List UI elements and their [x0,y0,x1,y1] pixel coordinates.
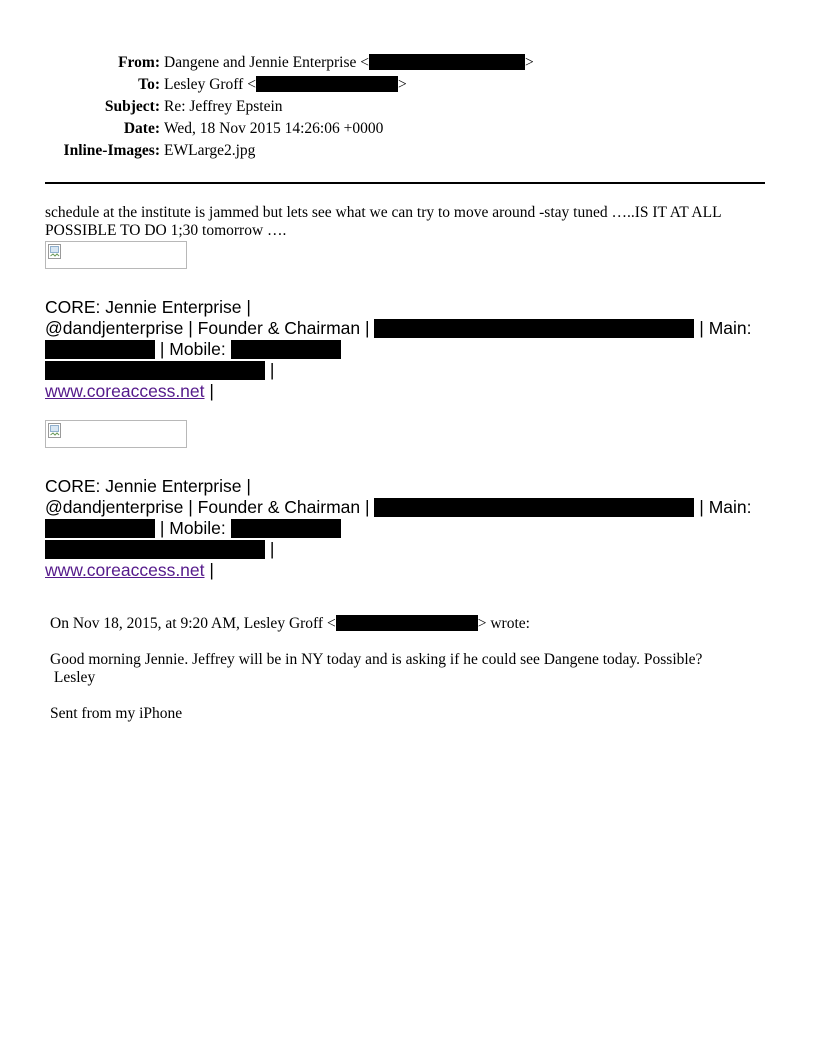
email-header [0,52,816,162]
signature-separator: | [269,539,275,559]
quoted-intro [50,615,770,633]
signature-phone-line [45,518,785,539]
signature-address-line [45,539,785,560]
signature-company: CORE: Jennie Enterprise | [45,297,251,317]
redacted-text [45,540,265,559]
signature-separator: | [209,381,214,401]
website-link[interactable]: www.coreaccess.net [45,381,205,401]
signature-link-line [45,560,785,581]
redacted-email [256,76,398,92]
from-suffix: > [525,54,534,71]
signature-company: CORE: Jennie Enterprise | [45,476,251,496]
from-row [0,52,816,74]
signature-handle-title: @dandjenterprise | Founder & Chairman | [45,497,370,517]
redacted-email [369,54,525,70]
quoted-footer: Sent from my iPhone [50,705,183,722]
signature-address-line [45,360,785,381]
date-row [0,118,816,140]
subject-value: Re: Jeffrey Epstein [164,98,283,115]
subject-label: Subject: [104,98,160,115]
signature-block [45,297,785,402]
broken-image [45,420,187,448]
redacted-text [374,319,694,338]
signature-link-line [45,381,785,402]
redacted-text [45,361,265,380]
signature-block [45,476,785,581]
to-row [0,74,816,96]
from-name: Dangene and Jennie Enterprise < [164,54,369,71]
body-line: POSSIBLE TO DO 1;30 tomorrow …. [45,222,287,239]
to-name: Lesley Groff < [164,76,256,93]
quoted-line: Good morning Jennie. Jeffrey will be in NY today and is asking if he could see Dangene today. Possible? [50,651,703,668]
subject-row [0,96,816,118]
from-value [164,52,534,74]
redacted-text [45,340,155,359]
inline-images-label: Inline-Images: [63,142,160,159]
signature-separator: | [269,360,275,380]
signature-title-line [45,318,785,339]
signature-phone-line [45,339,785,360]
signature-separator: | [209,560,214,580]
date-label: Date: [123,120,160,137]
broken-image [45,241,187,269]
quoted-intro-text: On Nov 18, 2015, at 9:20 AM, Lesley Groff < [50,615,336,632]
from-label: From: [118,54,160,71]
to-suffix: > [397,76,407,93]
signature-main-label: | Main: [699,497,752,517]
header-divider [45,182,765,184]
message-body [45,204,765,240]
redacted-text [231,340,341,359]
broken-image-icon [48,244,62,260]
signature-mobile-label: | Mobile: [159,518,226,538]
to-value [164,74,407,96]
broken-image-icon [48,423,62,439]
redacted-email [336,615,478,631]
inline-images-value: EWLarge2.jpg [164,142,256,159]
redacted-text [231,519,341,538]
redacted-text [45,519,155,538]
signature-mobile-label: | Mobile: [159,339,226,359]
quoted-message [50,651,770,687]
quoted-signoff: Lesley [50,669,96,686]
inline-images-row [0,140,816,162]
redacted-text [374,498,694,517]
date-value: Wed, 18 Nov 2015 14:26:06 +0000 [164,120,384,137]
signature-handle-title: @dandjenterprise | Founder & Chairman | [45,318,370,338]
signature-title-line [45,497,785,518]
to-label: To: [138,76,160,93]
quoted-intro-suffix: > wrote: [477,615,530,632]
signature-main-label: | Main: [699,318,752,338]
body-line: schedule at the institute is jammed but lets see what we can try to move around -stay tuned …..IS IT AT ALL [45,204,722,221]
website-link[interactable]: www.coreaccess.net [45,560,205,580]
